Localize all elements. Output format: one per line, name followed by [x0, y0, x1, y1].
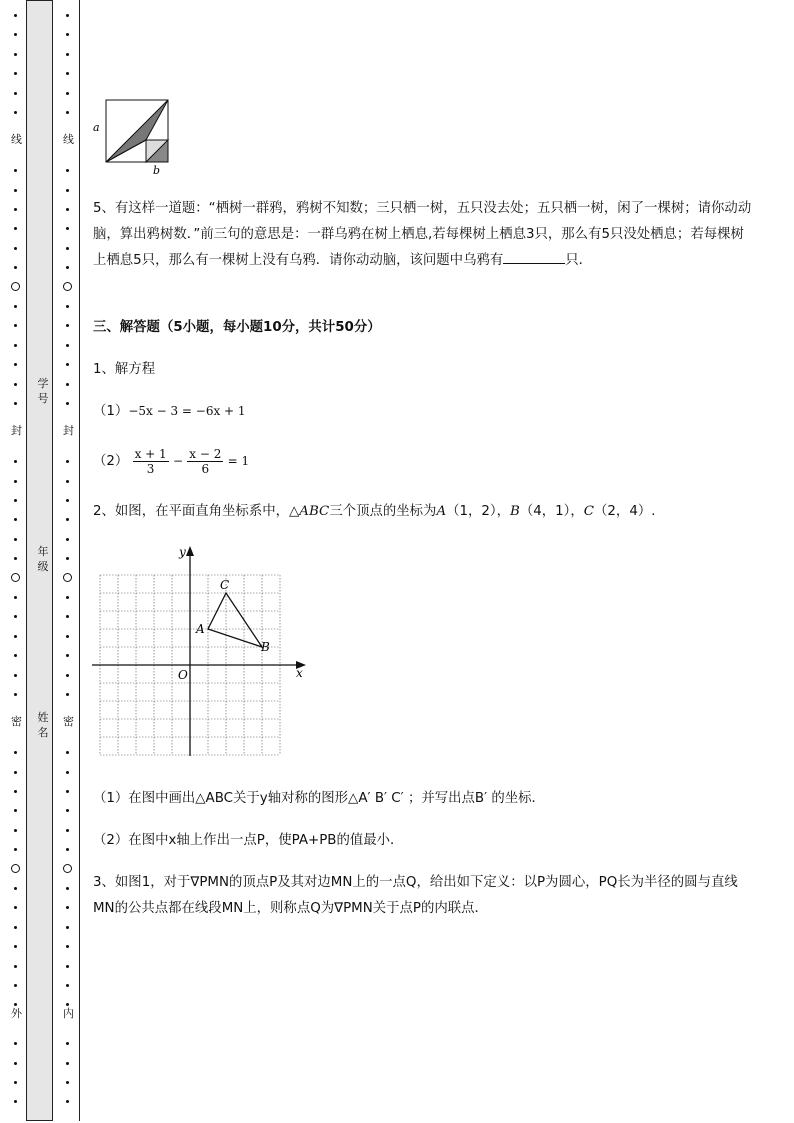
margin-ring: [63, 573, 72, 582]
margin-dot: [14, 1042, 17, 1045]
inner-char-feng: 封: [63, 424, 74, 437]
outer-char-mi: 密: [11, 715, 22, 728]
inner-rule: [79, 0, 80, 1121]
outer-char-feng: 封: [11, 424, 22, 437]
q1-part1-label: （1）: [93, 404, 129, 419]
margin-dot: [14, 266, 17, 269]
q2-C-coord: （2，4）.: [594, 504, 656, 519]
margin-dot: [14, 518, 17, 521]
margin-dot: [14, 92, 17, 95]
margin-dot: [66, 945, 69, 948]
q2-A: A: [436, 504, 447, 519]
margin-dot: [14, 324, 17, 327]
origin-label: O: [178, 668, 188, 682]
margin-dot: [66, 247, 69, 250]
q2-text-2: 三个顶点的坐标为: [329, 504, 437, 519]
triangle-abc: [208, 593, 262, 647]
margin-dot: [66, 751, 69, 754]
margin-dot: [66, 809, 69, 812]
margin-dot: [66, 14, 69, 17]
q2-B: B: [510, 504, 520, 519]
point-B-label: B: [261, 640, 270, 654]
margin-dot: [66, 208, 69, 211]
q1-part1-equation: −5x − 3 = −6x + 1: [128, 404, 246, 418]
margin-dot: [66, 654, 69, 657]
margin-dot: [14, 1062, 17, 1065]
margin-dot: [66, 92, 69, 95]
margin-dot: [66, 1003, 69, 1006]
margin-dot: [14, 848, 17, 851]
outer-char-xian: 线: [11, 133, 22, 146]
margin-ring: [11, 864, 20, 873]
margin-dot: [14, 53, 17, 56]
margin-dot: [14, 189, 17, 192]
minus-sign: −: [172, 454, 183, 468]
fraction-2-num: x − 2: [189, 446, 222, 461]
margin-dot: [14, 499, 17, 502]
margin-dot: [14, 227, 17, 230]
margin-dot: [66, 305, 69, 308]
margin-dot: [66, 72, 69, 75]
x-label: x: [296, 666, 303, 680]
margin-ring: [11, 282, 20, 291]
point-C-label: C: [220, 578, 230, 592]
margin-dot: [66, 615, 69, 618]
inner-char-xian: 线: [63, 133, 74, 146]
fraction-2-den: 6: [201, 461, 210, 476]
binding-margin: [0, 0, 82, 1123]
margin-dot: [14, 1081, 17, 1084]
margin-dot: [14, 771, 17, 774]
field-name: 姓名: [37, 711, 49, 739]
margin-dot: [66, 344, 69, 347]
margin-dot: [14, 926, 17, 929]
margin-dot: [66, 771, 69, 774]
margin-dot: [66, 1062, 69, 1065]
field-student-id: 学号: [37, 377, 49, 405]
margin-dot: [14, 751, 17, 754]
margin-dot: [14, 72, 17, 75]
q2-part2: （2）在图中x轴上作出一点P，使PA+PB的值最小．: [93, 833, 404, 848]
margin-dot: [66, 266, 69, 269]
margin-dot: [66, 460, 69, 463]
margin-dot: [66, 926, 69, 929]
square-figure: [90, 96, 180, 178]
margin-dot: [66, 790, 69, 793]
margin-dot: [14, 984, 17, 987]
point-A-label: A: [196, 622, 205, 636]
margin-dot: [66, 984, 69, 987]
inner-char-mi: 密: [63, 715, 74, 728]
q2-part1: （1）在图中画出△ABC关于y轴对称的图形△A′ B′ C′ ；并写出点B′ 的坐标．: [93, 791, 545, 806]
margin-dot: [14, 344, 17, 347]
fraction-1-den: 3: [146, 461, 155, 476]
margin-dot: [14, 1003, 17, 1006]
margin-dot: [66, 189, 69, 192]
margin-dot: [66, 1100, 69, 1103]
margin-dot: [14, 906, 17, 909]
q2-text-1: 2、如图，在平面直角坐标系中，△: [93, 504, 300, 519]
margin-dot: [66, 635, 69, 638]
label-b: b: [153, 164, 161, 177]
margin-dot: [14, 596, 17, 599]
q1-part1: [93, 398, 753, 425]
margin-dot: [66, 33, 69, 36]
q2-C: C: [583, 504, 595, 519]
question-5: [93, 196, 753, 274]
q2-abc: ABC: [299, 504, 330, 519]
margin-dot: [66, 829, 69, 832]
margin-dot: [66, 693, 69, 696]
margin-dot: [14, 460, 17, 463]
margin-dot: [14, 111, 17, 114]
margin-dot: [14, 208, 17, 211]
margin-ring: [11, 573, 20, 582]
margin-dot: [66, 887, 69, 890]
margin-dot: [14, 169, 17, 172]
coordinate-grid: [88, 542, 318, 762]
equals-one: = 1: [227, 454, 250, 468]
margin-dot: [14, 14, 17, 17]
margin-dot: [66, 596, 69, 599]
q2-B-coord: （4，1），: [519, 504, 584, 519]
margin-dot: [66, 499, 69, 502]
margin-ring: [63, 282, 72, 291]
q2-title: [93, 499, 753, 525]
margin-dot: [14, 557, 17, 560]
question-3: 3、如图1，对于∇PMN的顶点P及其对边MN上的一点Q，给出如下定义：以P为圆心，PQ长为半径的圆与直线MN的公共点都在线段MN上，则称点Q为∇PMN关于点P的内联点．: [93, 875, 738, 916]
margin-dot: [14, 615, 17, 618]
margin-dot: [66, 848, 69, 851]
margin-dot: [66, 1081, 69, 1084]
outer-char-wai: 外: [11, 1007, 22, 1020]
margin-dot: [14, 965, 17, 968]
q1-part2-label: （2）: [93, 454, 129, 469]
margin-dot: [66, 324, 69, 327]
q2-A-coord: （1，2），: [446, 504, 511, 519]
fraction-1-num: x + 1: [134, 446, 167, 461]
margin-dot: [14, 383, 17, 386]
field-grade: 年级: [37, 545, 49, 573]
margin-dot: [14, 480, 17, 483]
q5-text-end: 只．: [565, 253, 593, 268]
margin-dot: [66, 402, 69, 405]
margin-dot: [14, 402, 17, 405]
margin-dot: [14, 887, 17, 890]
q1-part2: [93, 443, 753, 480]
margin-dot: [14, 305, 17, 308]
margin-dot: [66, 538, 69, 541]
margin-dot: [14, 693, 17, 696]
margin-dot: [14, 809, 17, 812]
margin-dot: [66, 674, 69, 677]
margin-dot: [14, 363, 17, 366]
section-3-title: 三、解答题（5小题，每小题10分，共计50分）: [93, 320, 381, 335]
margin-dot: [66, 53, 69, 56]
margin-dot: [66, 965, 69, 968]
margin-dot: [66, 557, 69, 560]
label-a: a: [93, 121, 100, 134]
fraction-1: [133, 447, 169, 476]
margin-dot: [66, 383, 69, 386]
margin-dot: [14, 247, 17, 250]
margin-dot: [66, 363, 69, 366]
q1-title: 1、解方程: [93, 362, 156, 377]
margin-dot: [14, 635, 17, 638]
margin-dot: [66, 518, 69, 521]
y-label: y: [179, 545, 186, 559]
margin-dot: [66, 906, 69, 909]
margin-dot: [14, 674, 17, 677]
margin-ring: [63, 864, 72, 873]
y-axis-arrow: [186, 546, 194, 556]
fraction-2: [187, 447, 223, 476]
margin-dot: [66, 480, 69, 483]
margin-dot: [66, 169, 69, 172]
margin-dot: [66, 227, 69, 230]
inner-char-nei: 内: [63, 1007, 74, 1020]
margin-dot: [14, 538, 17, 541]
margin-dot: [66, 1042, 69, 1045]
margin-dot: [14, 829, 17, 832]
margin-dot: [14, 33, 17, 36]
margin-dot: [14, 654, 17, 657]
margin-dot: [66, 111, 69, 114]
margin-dot: [14, 1100, 17, 1103]
margin-dot: [14, 945, 17, 948]
q5-answer-blank[interactable]: [503, 249, 565, 264]
q5-text: 5、有这样一道题：“栖树一群鸦，鸦树不知数；三只栖一树，五只没去处；五只栖一树，闲了一棵树；请你动动脑，算出鸦树数．”前三句的意思是：一群乌鸦在树上栖息,若每棵树上栖息3只，那么有5只没处栖息；若每棵树上栖息5只，那么有一棵树上没有乌鸦．请你动动脑，该问题中乌鸦有: [93, 201, 752, 268]
margin-dot: [14, 790, 17, 793]
